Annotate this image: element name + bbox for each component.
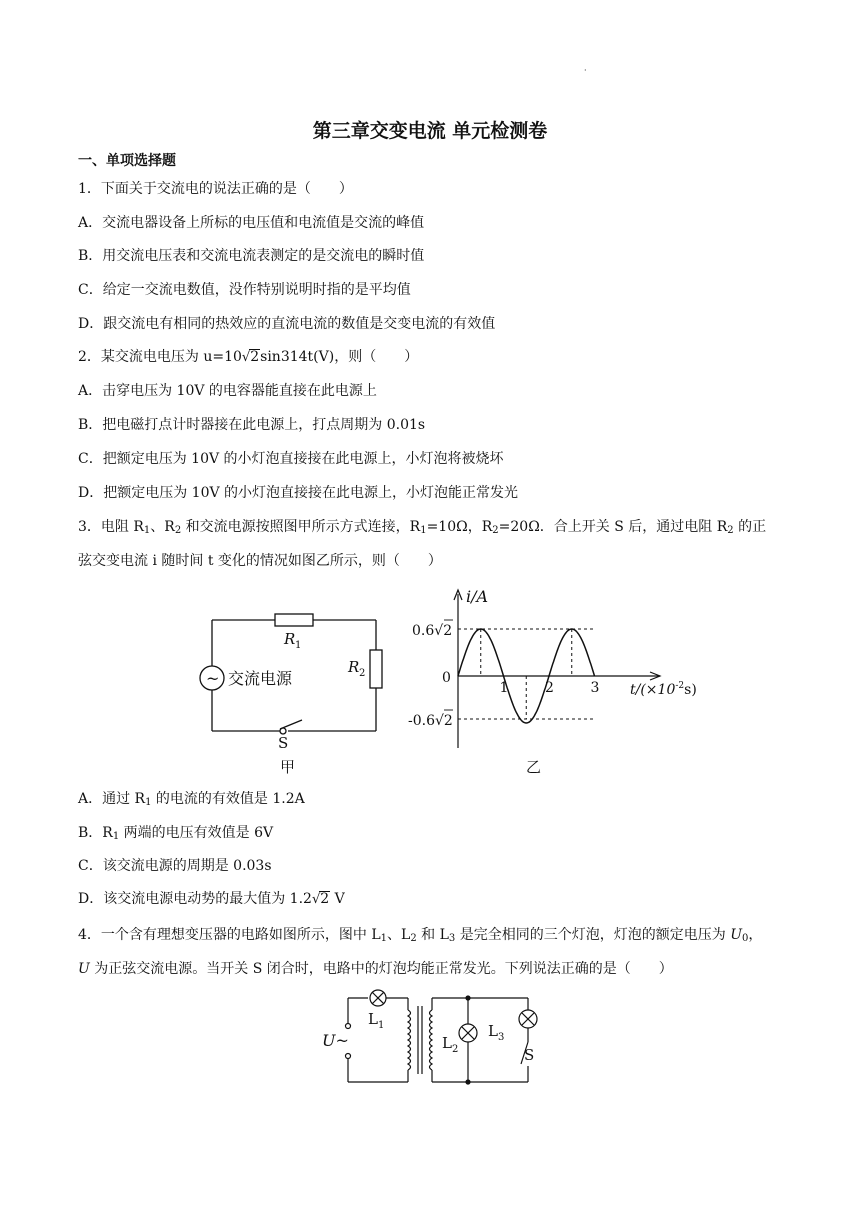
q4-text: 4．一个含有理想变压器的电路如图所示，图中 L — [78, 927, 381, 943]
current-graph — [400, 580, 710, 780]
q3-option-a — [78, 790, 305, 808]
q3-stem-line1 — [78, 518, 766, 536]
q3-sub: 2 — [174, 525, 182, 536]
q2-option-c: C．把额定电压为 10V 的小灯泡直接接在此电源上，小灯泡将被烧坏 — [78, 451, 504, 467]
q3-text: 的正 — [733, 519, 767, 535]
q2-option-a: A．击穿电压为 10V 的电容器能直接在此电源上 — [78, 383, 377, 399]
q3d-text: D．该交流电源电动势的最大值为 1.2 — [78, 891, 312, 907]
r2-sub: 2 — [359, 668, 366, 679]
q3d-text: V — [330, 891, 345, 907]
switch-label: S — [278, 734, 289, 752]
q4-text: 是完全相同的三个灯泡，灯泡的额定电压为 — [455, 927, 731, 943]
q3b-sub: 1 — [112, 831, 120, 842]
source-u-label: U~ — [322, 1031, 349, 1050]
caption-jia: 甲 — [280, 758, 296, 776]
q1-option-c: C．给定一交流电数值，没作特别说明时指的是平均值 — [78, 282, 411, 298]
q3-text: 和交流电源按照图甲所示方式连接，R — [181, 519, 421, 535]
trough-label: -0.6√2 — [408, 713, 453, 729]
q3-option-d: D．该交流电源电动势的最大值为 1.2√2 V — [78, 891, 345, 907]
l2-label: $L_2$ — [442, 1034, 459, 1055]
q3-text: 、R — [150, 519, 175, 535]
q3a-sub: 1 — [145, 797, 152, 808]
x-tick-label-1: 1 — [499, 680, 509, 696]
secondary-coil — [430, 1010, 433, 1070]
q3-sub: 2 — [727, 525, 734, 536]
q4-sub: 2 — [410, 933, 417, 944]
q2-stem-pre: 2．某交流电电压为 u=10 — [78, 349, 242, 365]
terminal-bottom — [346, 1054, 351, 1059]
resistor-r1 — [275, 614, 313, 626]
x-tick-label-2: 2 — [545, 680, 554, 696]
circuit-diagram-a — [190, 598, 390, 778]
q4-stem-line1 — [78, 926, 762, 944]
q1-option-a: A．交流电器设备上所标的电压值和电流值是交流的峰值 — [78, 215, 425, 231]
q2-option-d: D．把额定电压为 10V 的小灯泡直接接在此电源上，小灯泡能正常发光 — [78, 485, 519, 501]
resistor-r2 — [370, 650, 382, 688]
q4-text: 和 L — [416, 927, 449, 943]
source-tilde: ~ — [206, 669, 220, 688]
q3-option-c: C．该交流电源的周期是 0.03s — [78, 858, 272, 874]
primary-coil — [408, 1010, 411, 1070]
q3b-text: B．R — [78, 825, 113, 841]
q3-sub: 1 — [420, 525, 427, 536]
q4-sub: 1 — [380, 933, 388, 944]
l3-label: $L_3$ — [488, 1022, 505, 1043]
section-heading: 一、单项选择题 — [78, 153, 176, 169]
q3-stem-line2: 弦交变电流 i 随时间 t 变化的情况如图乙所示，则（ ） — [78, 553, 442, 569]
q4-u0: U — [730, 927, 742, 943]
q2-option-b: B．把电磁打点计时器接在此电源上，打点周期为 0.01s — [78, 417, 426, 433]
q3-text: 3．电阻 R — [78, 519, 144, 535]
q1-option-b: B．用交流电压表和交流电流表测定的是交流电的瞬时值 — [78, 248, 425, 264]
page-title: 第三章交变电流 单元检测卷 — [312, 120, 548, 142]
r2-label: R — [348, 658, 360, 676]
q3-text: =10Ω，R — [426, 519, 493, 535]
q4-stem-line2 — [78, 960, 673, 978]
q2-stem-radicand: 2 — [250, 349, 260, 365]
q2-stem: 2．某交流电电压为 u=10√2sin314t(V)，则（ ） — [78, 349, 419, 365]
q3d-radicand: 2 — [320, 891, 330, 907]
x-tick-label-3: 3 — [590, 680, 600, 696]
origin-label: 0 — [442, 670, 451, 686]
caption-yi: 乙 — [526, 758, 542, 776]
q4-sub: 0 — [742, 933, 749, 944]
r1-sub: 1 — [295, 640, 302, 651]
q1-stem: 1．下面关于交流电的说法正确的是（ ） — [78, 181, 353, 197]
transformer-circuit — [318, 990, 548, 1090]
q4-u: U — [78, 961, 90, 977]
q3-text: =20Ω．合上开关 S 后，通过电阻 R — [498, 519, 728, 535]
q3a-text: 的电流的有效值是 1.2A — [151, 791, 305, 807]
q4-sub: 3 — [448, 933, 456, 944]
l1-label: $L_1$ — [368, 1010, 385, 1031]
terminal-top — [346, 1024, 351, 1029]
q4-text: 为正弦交流电源。当开关 S 闭合时，电路中的灯泡均能正常发光。下列说法正确的是（ ） — [89, 961, 673, 977]
q4-text: ， — [748, 927, 763, 943]
y-axis-label: i/A — [466, 587, 489, 606]
q3b-text: 两端的电压有效值是 6V — [119, 825, 274, 841]
q3a-text: A．通过 R — [78, 791, 146, 807]
switch-blade — [280, 720, 302, 729]
x-axis-label: $t/(\times 10^{-2}s)$ — [630, 681, 697, 698]
header-dot: · — [584, 66, 587, 75]
q3-sub: 2 — [492, 525, 499, 536]
switch-s-label: S — [524, 1046, 535, 1064]
q2-stem-post: sin314t(V)，则（ ） — [260, 349, 419, 365]
q4-text: 、L — [387, 927, 411, 943]
q3-option-b — [78, 824, 273, 842]
q1-option-d: D．跟交流电有相同的热效应的直流电流的数值是交变电流的有效值 — [78, 316, 496, 332]
peak-label: 0.6√2 — [412, 623, 453, 639]
source-label: 交流电源 — [228, 669, 293, 688]
r1-label: R — [284, 630, 296, 648]
q3-sub: 1 — [143, 525, 151, 536]
